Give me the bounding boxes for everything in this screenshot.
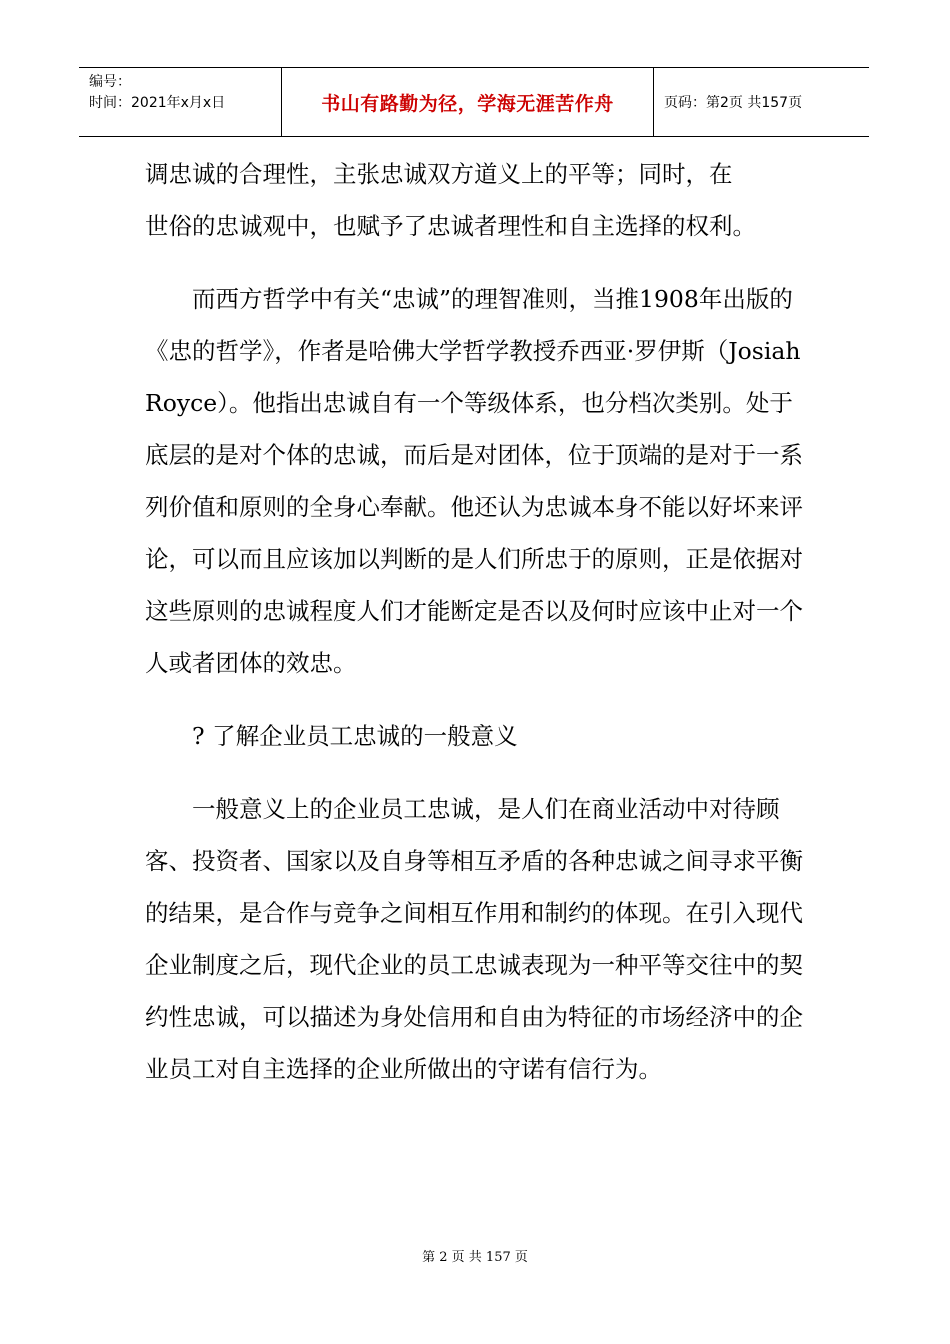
number-label: 编号： bbox=[89, 74, 131, 90]
time-label: 时间：2021年x月x日 bbox=[89, 95, 226, 111]
page-footer: 第 2 页 共 157 页 bbox=[422, 1250, 528, 1265]
section-heading: ? 了解企业员工忠诚的一般意义 bbox=[192, 722, 518, 750]
page-header bbox=[79, 67, 869, 137]
para1-line2: 世俗的忠诚观中，也赋予了忠诚者理性和自主选择的权利。 bbox=[145, 212, 756, 240]
header-page-info: 页码：第2页 共157页 bbox=[664, 95, 803, 111]
paragraph-royce: 而西方哲学中有关“忠诚”的理智准则，当推1908年出版的《忠的哲学》，作者是哈佛大学哲学教授乔西亚·罗伊斯（Josiah Royce）。他指出忠诚自有一个等级体系，也分档次类别。处于底层的是对个体的忠诚，而后是对团体，位于顶端的是对于一系列价值和原则的全身心奉献。他还认为忠诚本身不能以好坏来评论，可以而且应该加以判断的是人们所忠于的原则，正是依据对这些原则的忠诚程度人们才能断定是否以及何时应该中止对一个人或者团体的效忠。 bbox=[145, 285, 803, 677]
header-motto: 书山有路勤为径，学海无涯苦作舟 bbox=[282, 68, 654, 136]
document-body bbox=[145, 148, 805, 1095]
para1-line1: 调忠诚的合理性，主张忠诚双方道义上的平等；同时，在 bbox=[145, 160, 733, 188]
header-meta bbox=[79, 68, 282, 136]
paragraph-employee-loyalty: 一般意义上的企业员工忠诚，是人们在商业活动中对待顾客、投资者、国家以及自身等相互矛盾的各种忠诚之间寻求平衡的结果，是合作与竞争之间相互作用和制约的体现。在引入现代企业制度之后，现代企业的员工忠诚表现为一种平等交往中的契约性忠诚，可以描述为身处信用和自由为特征的市场经济中的企业员工对自主选择的企业所做出的守诺有信行为。 bbox=[145, 795, 803, 1083]
